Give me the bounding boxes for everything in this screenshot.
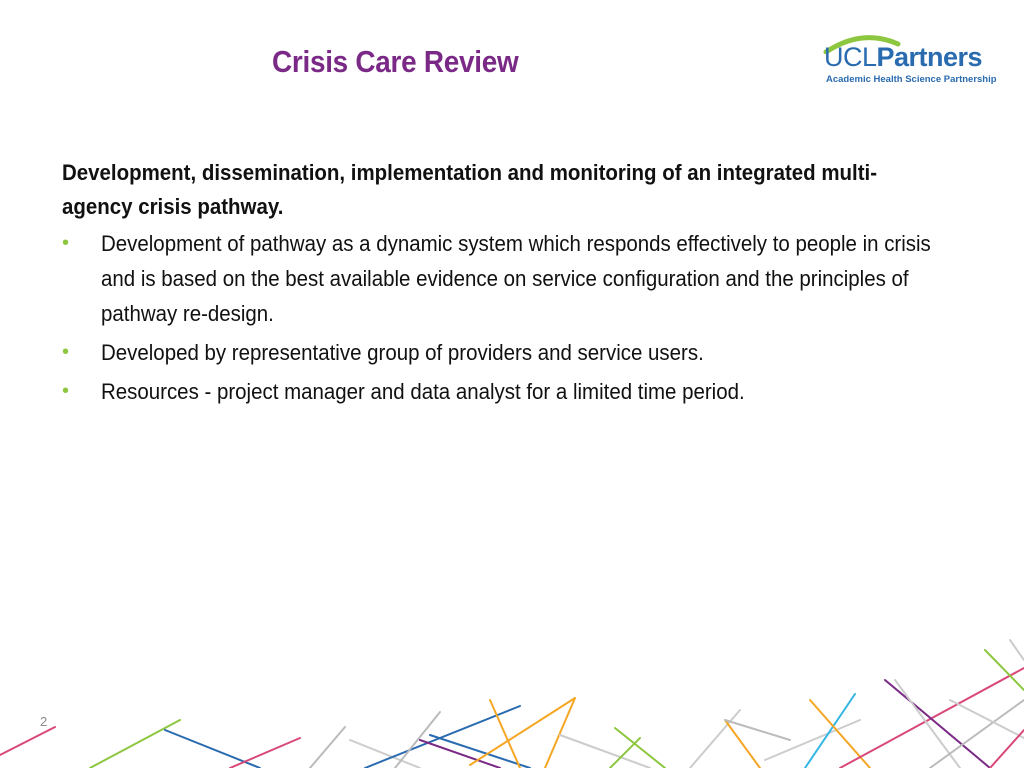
- bullet-icon: •: [62, 232, 70, 254]
- logo-subtitle: Academic Health Science Partnership: [826, 74, 997, 85]
- bullet-text: Resources - project manager and data analyst for a limited time period.: [101, 379, 745, 404]
- slide-title: Crisis Care Review: [272, 44, 519, 79]
- bullet-icon: •: [62, 341, 70, 363]
- logo-partners-text: Partners: [876, 42, 983, 72]
- page-number: 2: [40, 714, 48, 729]
- bullet-text: Developed by representative group of providers and service users.: [101, 340, 704, 365]
- intro-heading: Development, dissemination, implementation and monitoring of an integrated multi-agency crisis pathway.: [62, 160, 878, 219]
- bullet-icon: •: [62, 380, 70, 402]
- logo-ucl-text: UCL: [824, 42, 877, 72]
- bullet-text: Development of pathway as a dynamic system which responds effectively to people in crisis and is based on the best available evidence on service configuration and the principles of pathway re-design.: [101, 231, 931, 326]
